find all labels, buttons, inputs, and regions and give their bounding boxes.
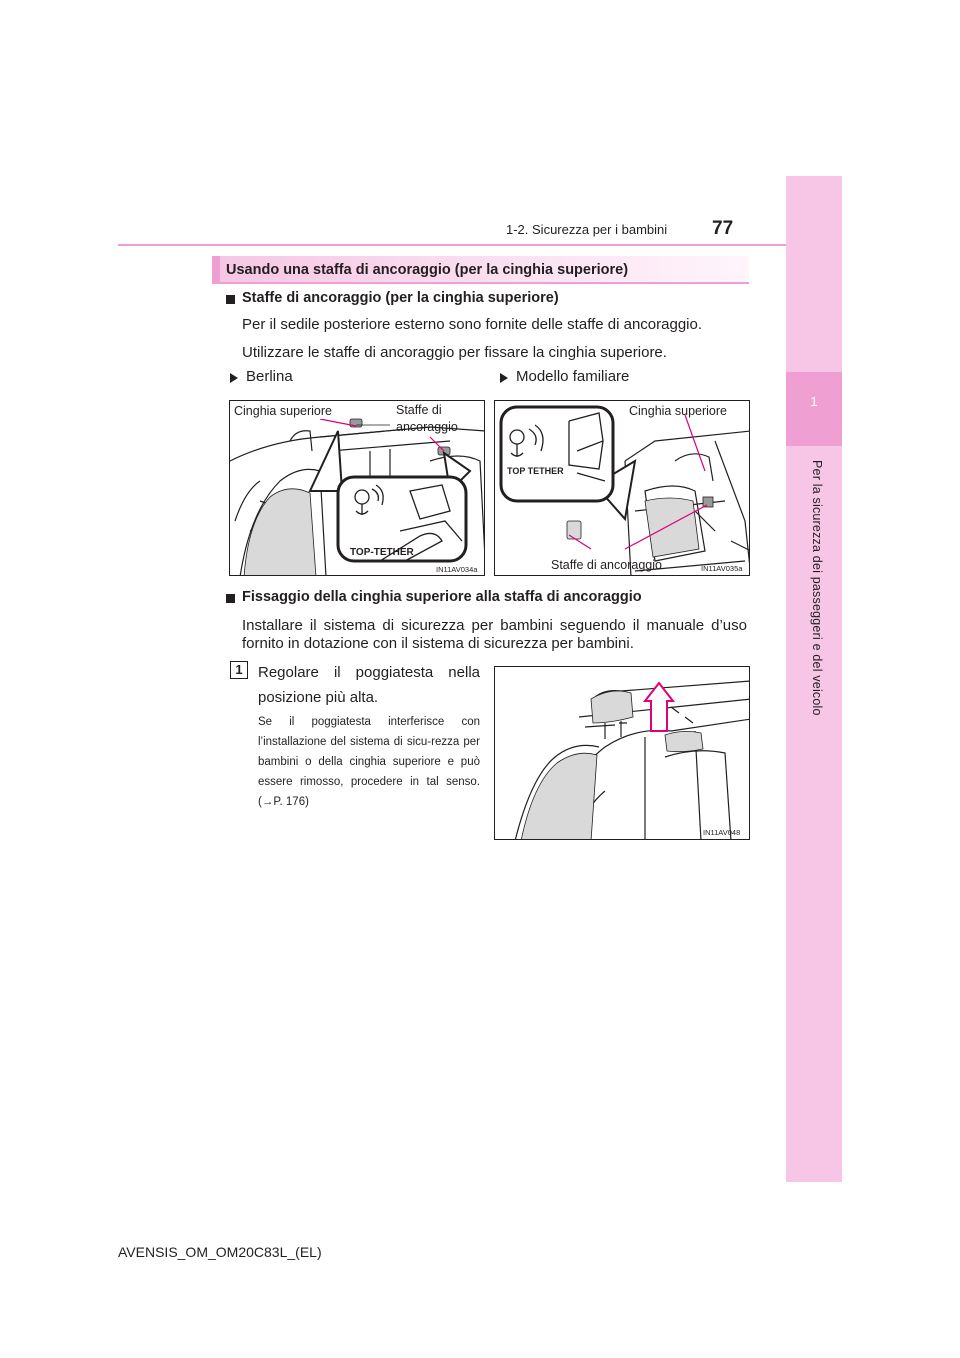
paragraph-use-brackets: Utilizzare le staffe di ancoraggio per fissare la cinghia superiore. — [242, 344, 667, 361]
label-brackets-sedan-line2: ancoraggio — [396, 420, 458, 434]
triangle-bullet-icon — [230, 373, 238, 383]
section-title-header: 1-2. Sicurezza per i bambini — [506, 222, 668, 237]
document-footer: AVENSIS_OM_OM20C83L_(EL) — [118, 1244, 322, 1260]
label-strap-sedan: Cinghia superiore — [234, 404, 332, 418]
paragraph-install-line1: Installare il sistema di sicurezza per bambini seguendo il manuale d’uso — [242, 617, 747, 634]
triangle-bullet-icon — [500, 373, 508, 383]
figure-code-sedan: IN11AV034a — [436, 565, 478, 574]
header-divider — [118, 244, 786, 246]
label-strap-wagon: Cinghia superiore — [629, 404, 727, 418]
figure-code-wagon: IN11AV035a — [701, 564, 743, 573]
heading-attach-strap: Fissaggio della cinghia superiore alla staffa di ancoraggio — [242, 589, 642, 605]
paragraph-brackets-provided: Per il sedile posteriore esterno sono fornite delle staffe di ancoraggio. — [242, 316, 702, 333]
side-chapter-active[interactable] — [786, 372, 842, 446]
step1-note: Se il poggiatesta interferisce con l’installazione del sistema di sicu-rezza per bambini o della cinghia superiore e può essere rimosso, procedere in tal senso. (→P. 176) — [258, 716, 480, 808]
section-title-accent — [212, 256, 220, 284]
figure-sedan — [229, 400, 485, 576]
step-number-badge: 1 — [230, 661, 248, 679]
side-chapter-number: 1 — [810, 394, 818, 409]
inset-text-wagon: TOP TETHER — [507, 466, 564, 476]
figure-code-headrest: IN11AV048 — [703, 828, 741, 837]
figure-headrest — [494, 666, 750, 840]
paragraph-install-line2: fornito in dotazione con il sistema di sicurezza per bambini. — [242, 635, 634, 652]
label-brackets-sedan-line1: Staffe di — [396, 403, 442, 417]
section-title: Usando una staffa di ancoraggio (per la cinghia superiore) — [226, 262, 629, 278]
label-brackets-wagon: Staffe di ancoraggio — [551, 558, 662, 572]
inset-text-sedan: TOP-TETHER — [350, 547, 414, 558]
side-chapter-title: Per la sicurezza dei passeggeri e del veicolo — [810, 460, 824, 716]
step1-instruction: Regolare il poggiatesta nella posizione più alta. — [258, 664, 480, 706]
page-number: 77 — [712, 218, 734, 239]
wagon-illustration — [495, 401, 750, 576]
variant-sedan: Berlina — [246, 368, 293, 385]
heading-anchor-brackets: Staffe di ancoraggio (per la cinghia superiore) — [242, 290, 559, 306]
headrest-illustration — [495, 667, 750, 840]
bullet-square-icon — [226, 295, 235, 304]
figure-wagon — [494, 400, 750, 576]
bullet-square-icon — [226, 594, 235, 603]
variant-wagon: Modello familiare — [516, 368, 630, 385]
